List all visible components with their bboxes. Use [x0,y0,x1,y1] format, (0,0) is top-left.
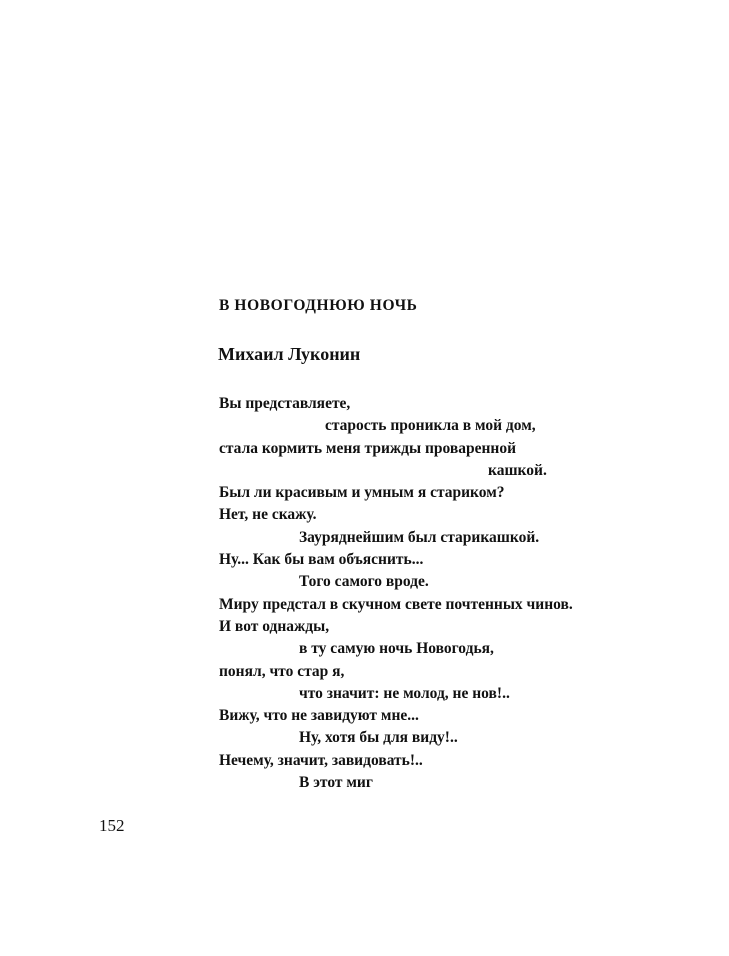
poem-line: Зауряднейшим был старикашкой. [299,528,540,546]
page-number: 152 [99,816,125,835]
poem-line: Ну... Как бы вам объяснить... [219,551,424,569]
poem-line: Нет, не скажу. [219,506,317,524]
poem-line: И вот однажды, [219,617,330,635]
poem-line: Был ли красивым и умным я стариком? [219,484,505,502]
poem-title: В НОВОГОДНЮЮ НОЧЬ [219,297,418,314]
poem-line: Миру предстал в скучном свете почтенных чинов. [219,595,573,613]
poem-line: в ту самую ночь Новогодья, [299,640,494,658]
poem-line: Того самого вроде. [299,573,429,591]
poem-line: Вижу, что не завидуют мне... [219,707,419,725]
poem-line: понял, что стар я, [219,662,345,680]
poem-author: Михаил Луконин [218,344,361,364]
poem-line: стала кормить меня трижды проваренной [219,439,517,457]
poem-line: Вы представляете, [219,395,351,412]
poem-line: старость проникла в мой дом, [325,417,536,435]
poem-line: В этот миг [299,774,373,792]
poem-body [219,393,719,794]
poem-line: Ну, хотя бы для виду!.. [299,729,458,747]
poem-line: кашкой. [488,461,547,479]
poem-line: Нечему, значит, завидовать!.. [219,751,423,769]
poem-line: что значит: не молод, не нов!.. [299,684,510,702]
